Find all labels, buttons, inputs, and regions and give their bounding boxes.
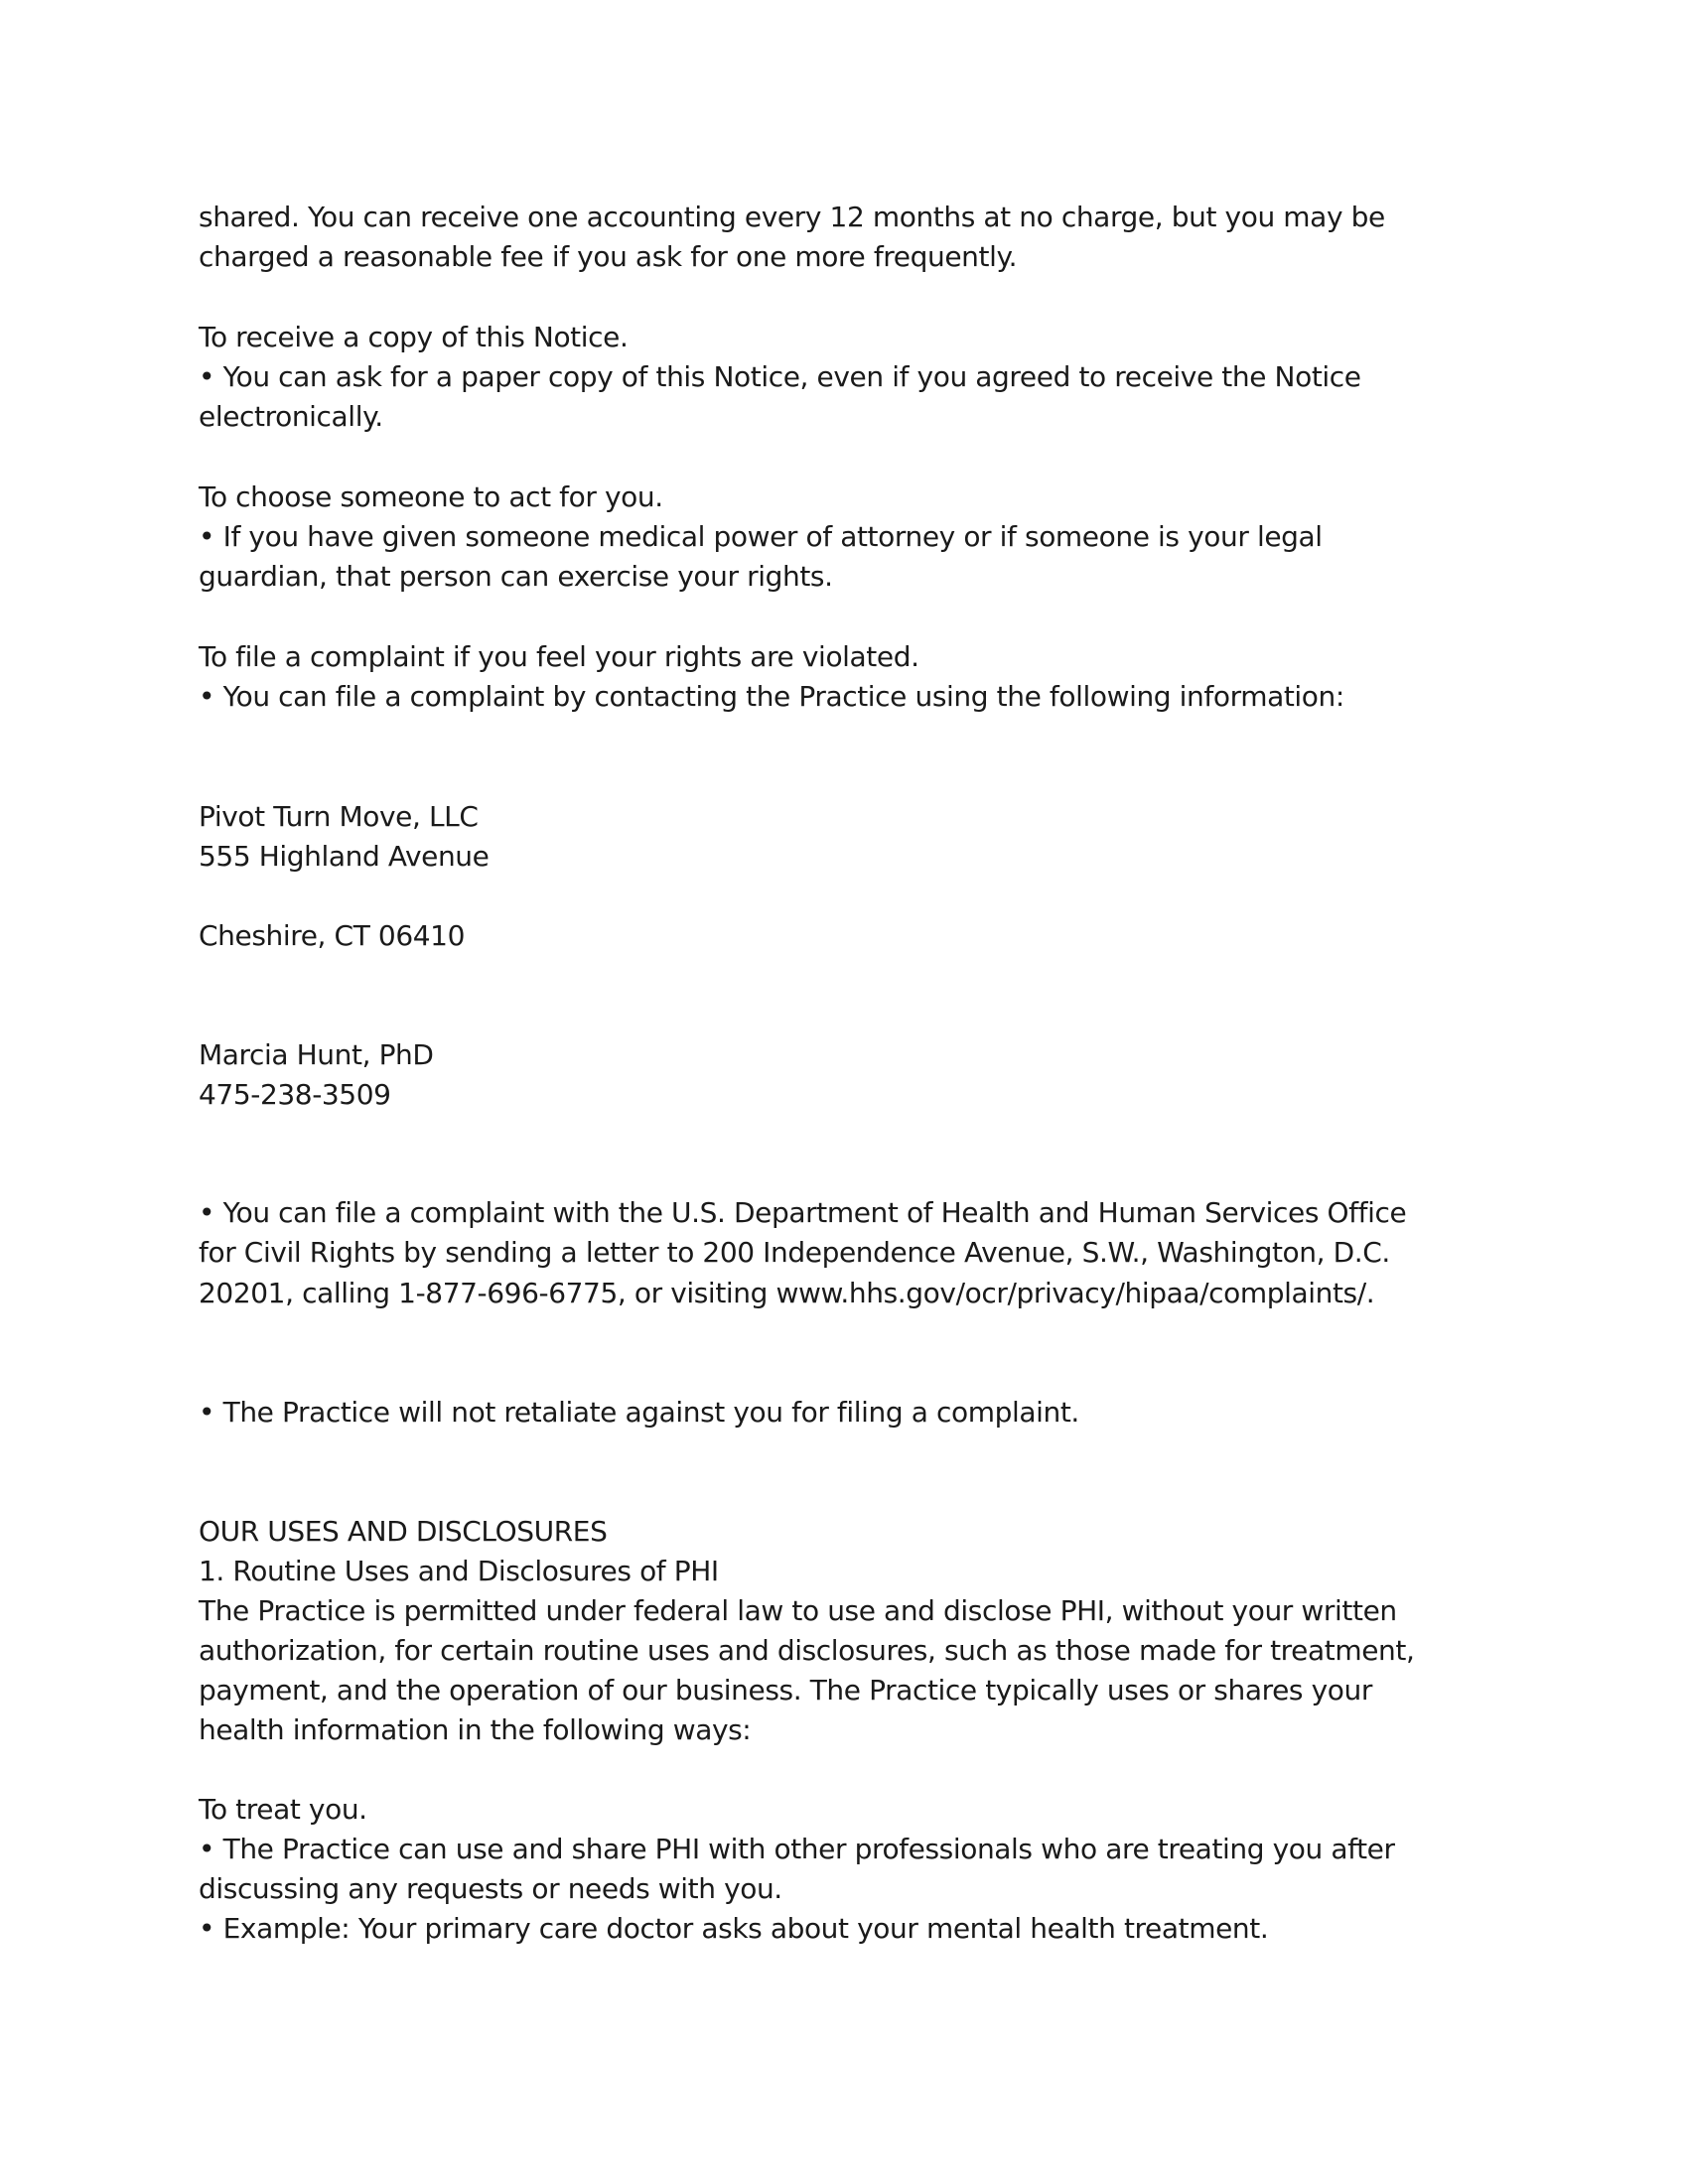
text-line: charged a reasonable fee if you ask for one more frequently. [199,240,1018,273]
bullet-item: • If you have given someone medical power of attorney or if someone is your legal [199,520,1323,553]
text-line: guardian, that person can exercise your rights. [199,560,833,593]
text-line: shared. You can receive one accounting every 12 months at no charge, but you may be [199,201,1385,233]
bullet-item: • The Practice will not retaliate against you for filing a complaint. [199,1396,1079,1429]
text-line: The Practice is permitted under federal law to use and disclose PHI, without your written [199,1594,1397,1627]
text-line: for Civil Rights by sending a letter to 200 Independence Avenue, S.W., Washington, D.C. [199,1236,1390,1269]
section-lead: To treat you. [199,1793,367,1826]
text-line: 20201, calling 1-877-696-6775, or visiting www.hhs.gov/ocr/privacy/hipaa/complaints/. [199,1277,1375,1309]
contact-phone: 475-238-3509 [199,1078,391,1111]
practice-city: Cheshire, CT 06410 [199,919,465,952]
text-line: health information in the following ways: [199,1713,752,1746]
section-heading: OUR USES AND DISCLOSURES [199,1515,608,1548]
section-lead: To receive a copy of this Notice. [199,321,629,353]
subsection-heading: 1. Routine Uses and Disclosures of PHI [199,1555,719,1587]
text-line: electronically. [199,400,383,433]
bullet-item: • You can file a complaint with the U.S. Department of Health and Human Services Office [199,1196,1407,1229]
bullet-item: • You can file a complaint by contacting the Practice using the following information: [199,680,1344,713]
bullet-item: • Example: Your primary care doctor asks about your mental health treatment. [199,1912,1269,1945]
practice-street: 555 Highland Avenue [199,840,490,873]
bullet-item: • You can ask for a paper copy of this Notice, even if you agreed to receive the Notice [199,360,1361,393]
practice-name: Pivot Turn Move, LLC [199,800,479,833]
text-line: payment, and the operation of our business. The Practice typically uses or shares your [199,1674,1372,1706]
contact-name: Marcia Hunt, PhD [199,1038,434,1071]
text-line: discussing any requests or needs with you. [199,1872,782,1905]
section-lead: To choose someone to act for you. [199,480,663,513]
bullet-item: • The Practice can use and share PHI with other professionals who are treating you after [199,1833,1395,1865]
text-line: authorization, for certain routine uses and disclosures, such as those made for treatment, [199,1634,1415,1667]
section-lead: To file a complaint if you feel your rights are violated. [199,640,919,673]
